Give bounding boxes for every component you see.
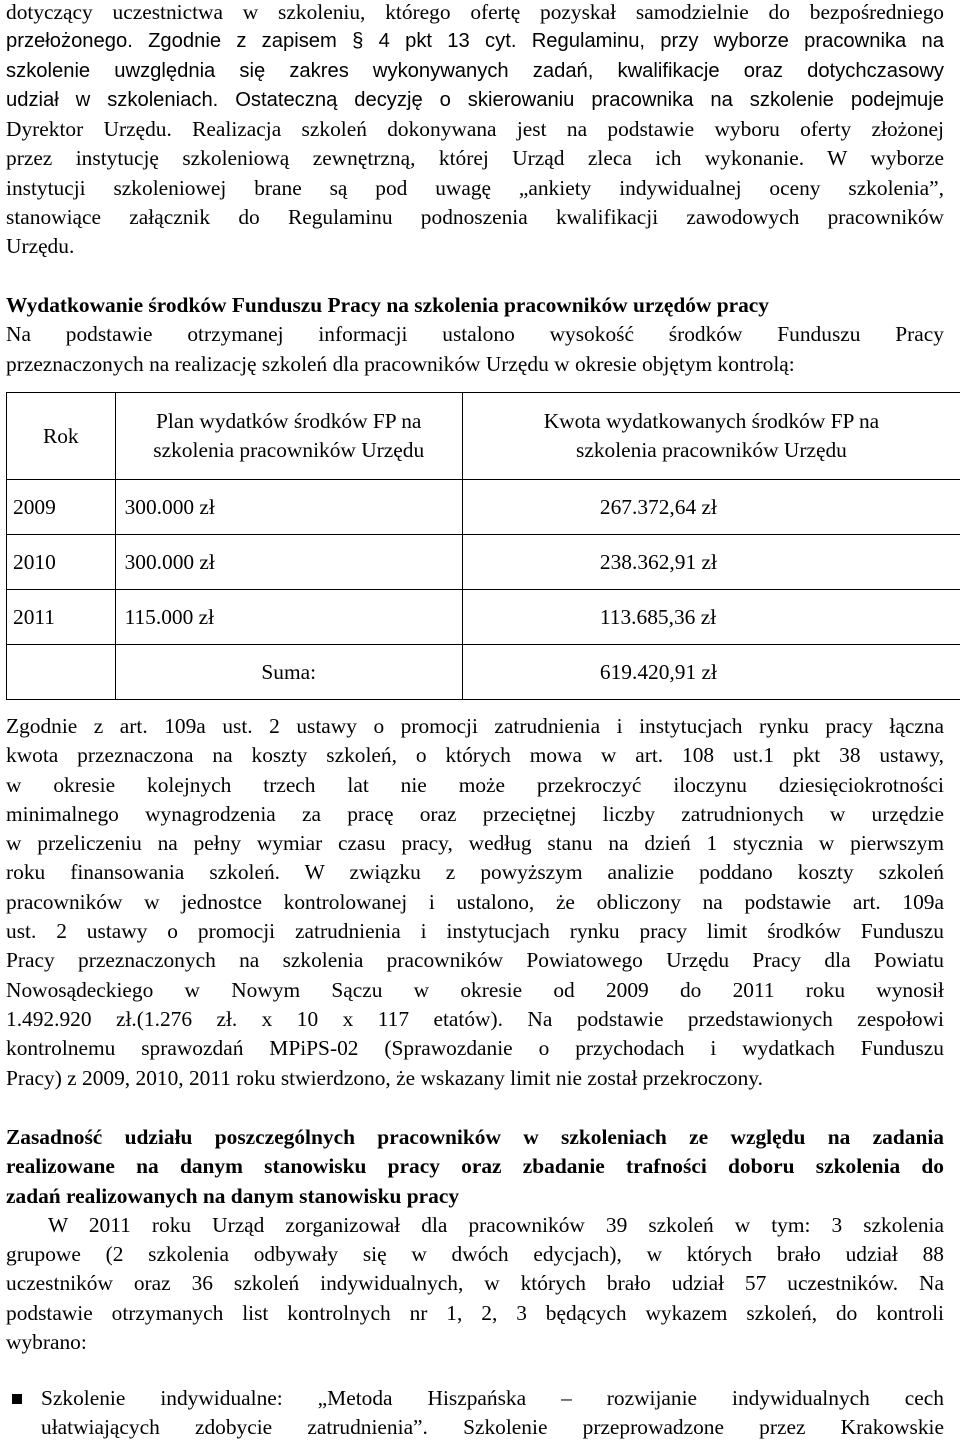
- cell-plan: 115.000 zł: [115, 590, 462, 645]
- text-line: Pracy) z 2009, 2010, 2011 roku stwierdzono, że wskazany limit nie został przekroczony.: [6, 1064, 944, 1093]
- section-heading: Zasadność udziału poszczególnych pracowników w szkoleniach ze względu na zadania: [6, 1123, 944, 1152]
- text-line: przez instytucję szkoleniową zewnętrzną, której Urząd zleca ich wykonanie. W wyborze: [6, 144, 944, 173]
- text-line: grupowe (2 szkolenia odbywały się w dwóch edycjach), w których brało udział 88: [6, 1240, 944, 1269]
- text-line: w okresie kolejnych trzech lat nie może przekroczyć iloczynu dziesięciokrotności: [6, 771, 944, 800]
- text-line: podstawie otrzymanych list kontrolnych nr 1, 2, 3 będących wykazem szkoleń, do kontroli: [6, 1299, 944, 1328]
- text-line: szkolenie uwzględnia się zakres wykonywanych zadań, kwalifikacje oraz dotychczasowy: [6, 57, 944, 86]
- section-heading: zadań realizowanych na danym stanowisku pracy: [6, 1182, 944, 1211]
- text-line: instytucji szkoleniowej brane są pod uwagę „ankiety indywidualnej oceny szkolenia”,: [6, 174, 944, 203]
- text-line: uczestników oraz 36 szkoleń indywidualnych, w których brało udział 57 uczestników. Na: [6, 1269, 944, 1298]
- cell-sum-value: 619.420,91 zł: [462, 645, 960, 700]
- text-line: roku finansowania szkoleń. W związku z powyższym analizie poddano koszty szkoleń: [6, 858, 944, 887]
- table-row: [7, 590, 960, 645]
- text-line: stanowiące załącznik do Regulaminu podnoszenia kwalifikacji zawodowych pracowników: [6, 203, 944, 232]
- text-line: 1.492.920 zł.(1.276 zł. x 10 x 117 etatów). Na podstawie przedstawionych zespołowi: [6, 1005, 944, 1034]
- text-line: przeznaczonych na realizację szkoleń dla pracowników Urzędu w okresie objętym kontrolą:: [6, 350, 944, 379]
- header-rok: Rok: [7, 393, 116, 480]
- cell-plan: 300.000 zł: [115, 480, 462, 535]
- text-line: Zgodnie z art. 109a ust. 2 ustawy o promocji zatrudnienia i instytucjach rynku pracy łączna: [6, 712, 944, 741]
- section-heading: realizowane na danym stanowisku pracy oraz zbadanie trafności doboru szkolenia do: [6, 1152, 944, 1181]
- text-line: Nowosądeckiego w Nowym Sączu w okresie od 2009 do 2011 roku wynosił: [6, 976, 944, 1005]
- text-line: Szkolenie indywidualne: „Metoda Hiszpańska – rozwijanie indywidualnych cech: [41, 1384, 944, 1413]
- cell-year: 2010: [7, 535, 116, 590]
- square-bullet-icon: [12, 1394, 22, 1404]
- list-item-text: [41, 1384, 944, 1443]
- cell-plan: 300.000 zł: [115, 535, 462, 590]
- text-line: Pracy przeznaczonych na szkolenia pracowników Powiatowego Urzędu Pracy dla Powiatu: [6, 946, 944, 975]
- cell-empty: [7, 645, 116, 700]
- section-heading: Wydatkowanie środków Funduszu Pracy na szkolenia pracowników urzędów pracy: [6, 291, 944, 320]
- section-training-relevance: [6, 1123, 944, 1357]
- cell-year: 2009: [7, 480, 116, 535]
- cell-spent: 113.685,36 zł: [462, 590, 960, 645]
- fp-spending-table: [6, 392, 960, 700]
- table-sum-row: [7, 645, 960, 700]
- text-line: minimalnego wynagrodzenia za pracę oraz przeciętnej liczby zatrudnionych w urzędzie: [6, 800, 944, 829]
- cell-sum-label: Suma:: [115, 645, 462, 700]
- text-line: dotyczący uczestnictwa w szkoleniu, którego ofertę pozyskał samodzielnie do bezpośredniego: [6, 0, 944, 27]
- table-row: [7, 535, 960, 590]
- cell-year: 2011: [7, 590, 116, 645]
- cell-spent: 267.372,64 zł: [462, 480, 960, 535]
- text-line: ust. 2 ustawy o promocji zatrudnienia i instytucjach rynku pracy limit środków Funduszu: [6, 917, 944, 946]
- text-line: Urzędu.: [6, 232, 944, 261]
- table-row: [7, 480, 960, 535]
- text-line: wybrano:: [6, 1328, 944, 1357]
- header-kwota: Kwota wydatkowanych środków FP na szkolenia pracowników Urzędu: [462, 393, 960, 480]
- text-line: Na podstawie otrzymanej informacji ustalono wysokość środków Funduszu Pracy: [6, 320, 944, 349]
- header-plan: Plan wydatków środków FP na szkolenia pracowników Urzędu: [115, 393, 462, 480]
- section-fp-spending: [6, 291, 944, 379]
- paragraph-regulations: [6, 0, 944, 262]
- paragraph-limit: [6, 712, 944, 1093]
- text-line: kwota przeznaczona na koszty szkoleń, o których mowa w art. 108 ust.1 pkt 38 ustawy,: [6, 741, 944, 770]
- text-line: ułatwiających zdobycie zatrudnienia”. Szkolenie przeprowadzone przez Krakowskie: [41, 1413, 944, 1442]
- text-line: Dyrektor Urzędu. Realizacja szkoleń dokonywana jest na podstawie wyboru oferty złożonej: [6, 115, 944, 144]
- text-line: pracowników w jednostce kontrolowanej i ustalono, że obliczony na podstawie art. 109a: [6, 888, 944, 917]
- text-line: przełożonego. Zgodnie z zapisem § 4 pkt 13 cyt. Regulaminu, przy wyborze pracownika na: [6, 27, 944, 56]
- cell-spent: 238.362,91 zł: [462, 535, 960, 590]
- text-line: w przeliczeniu na pełny wymiar czasu pracy, według stanu na dzień 1 stycznia w pierwszym: [6, 829, 944, 858]
- text-line: kontrolnemu sprawozdań MPiPS-02 (Sprawozdanie o przychodach i wydatkach Funduszu: [6, 1034, 944, 1063]
- table-header-row: [7, 393, 960, 480]
- text-line: udział w szkoleniach. Ostateczną decyzję o skierowaniu pracownika na szkolenie podejmuje: [6, 86, 944, 115]
- text-line: W 2011 roku Urząd zorganizował dla pracowników 39 szkoleń w tym: 3 szkolenia: [6, 1211, 944, 1240]
